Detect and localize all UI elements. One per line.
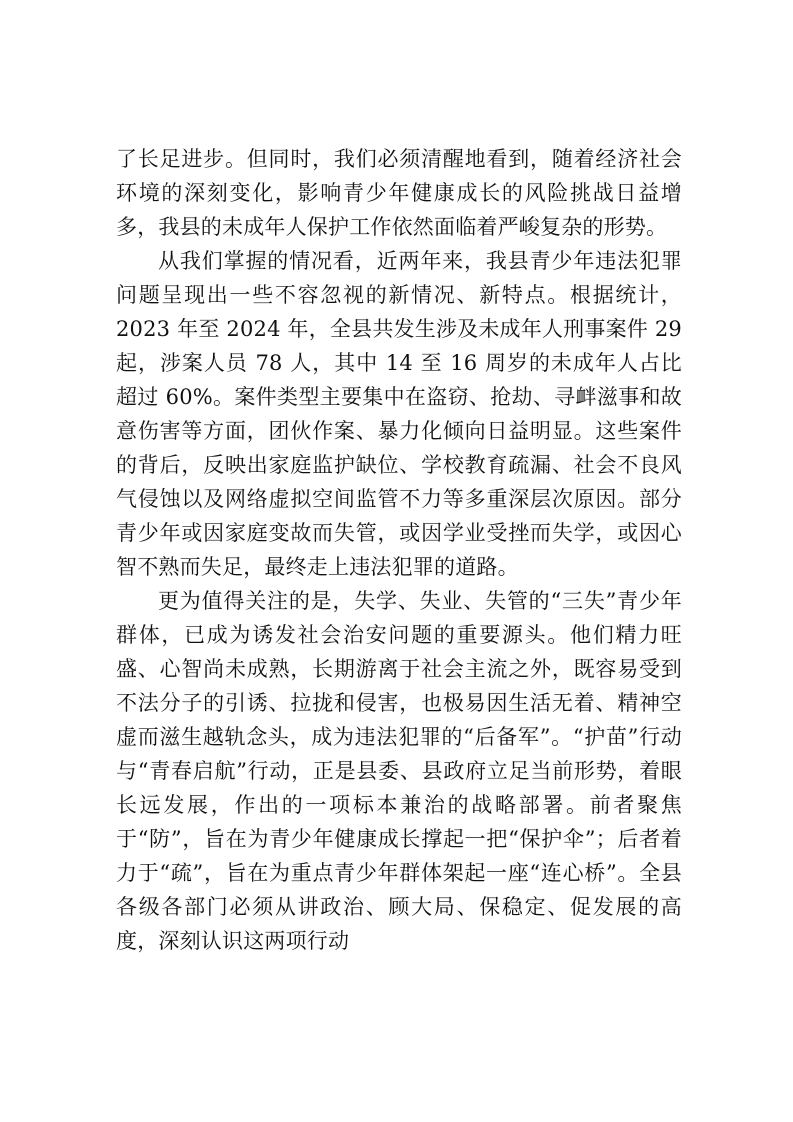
- paragraph-continued: 了长足进步。但同时，我们必须清醒地看到，随着经济社会环境的深刻变化，影响青少年健康成长的风险挑战日益增多，我县的未成年人保护工作依然面临着严峻复杂的形势。: [116, 147, 682, 239]
- paragraph-three-loss-youth: 更为值得关注的是，失学、失业、失管的“三失”青少年群体，已成为诱发社会治安问题的重要源头。他们精力旺盛、心智尚未成熟，长期游离于社会主流之外，既容易受到不法分子的引诱、拉拢和侵害，也极易因生活无着、精神空虚而滋生越轨念头，成为违法犯罪的“后备军”。“护苗”行动与“青春启航”行动，正是县委、县政府立足当前形势，着眼长远发展，作出的一项标本兼治的战略部署。前者聚焦于“防”，旨在为青少年健康成长撑起一把“保护伞”；后者着力于“疏”，旨在为重点青少年群体架起一座“连心桥”。全县各级各部门必须从讲政治、顾大局、保稳定、促发展的高度，深刻认识这两项行动: [116, 589, 682, 953]
- document-body: [116, 142, 682, 958]
- paragraph-juvenile-crime-situation: 从我们掌握的情况看，近两年来，我县青少年违法犯罪问题呈现出一些不容忽视的新情况、新特点。根据统计，2023 年至 2024 年，全县共发生涉及未成年人刑事案件 29 起，涉案人员 78 人，其中 14 至 16 周岁的未成年人占比超过 60%。案件类型主要集中在盗窃、抢劫、寻衅滋事和故意伤害等方面，团伙作案、暴力化倾向日益明显。这些案件的背后，反映出家庭监护缺位、学校教育疏漏、社会不良风气侵蚀以及网络虚拟空间监管不力等多重深层次原因。部分青少年或因家庭变故而失管，或因学业受挫而失学，或因心智不熟而失足，最终走上违法犯罪的道路。: [116, 249, 682, 579]
